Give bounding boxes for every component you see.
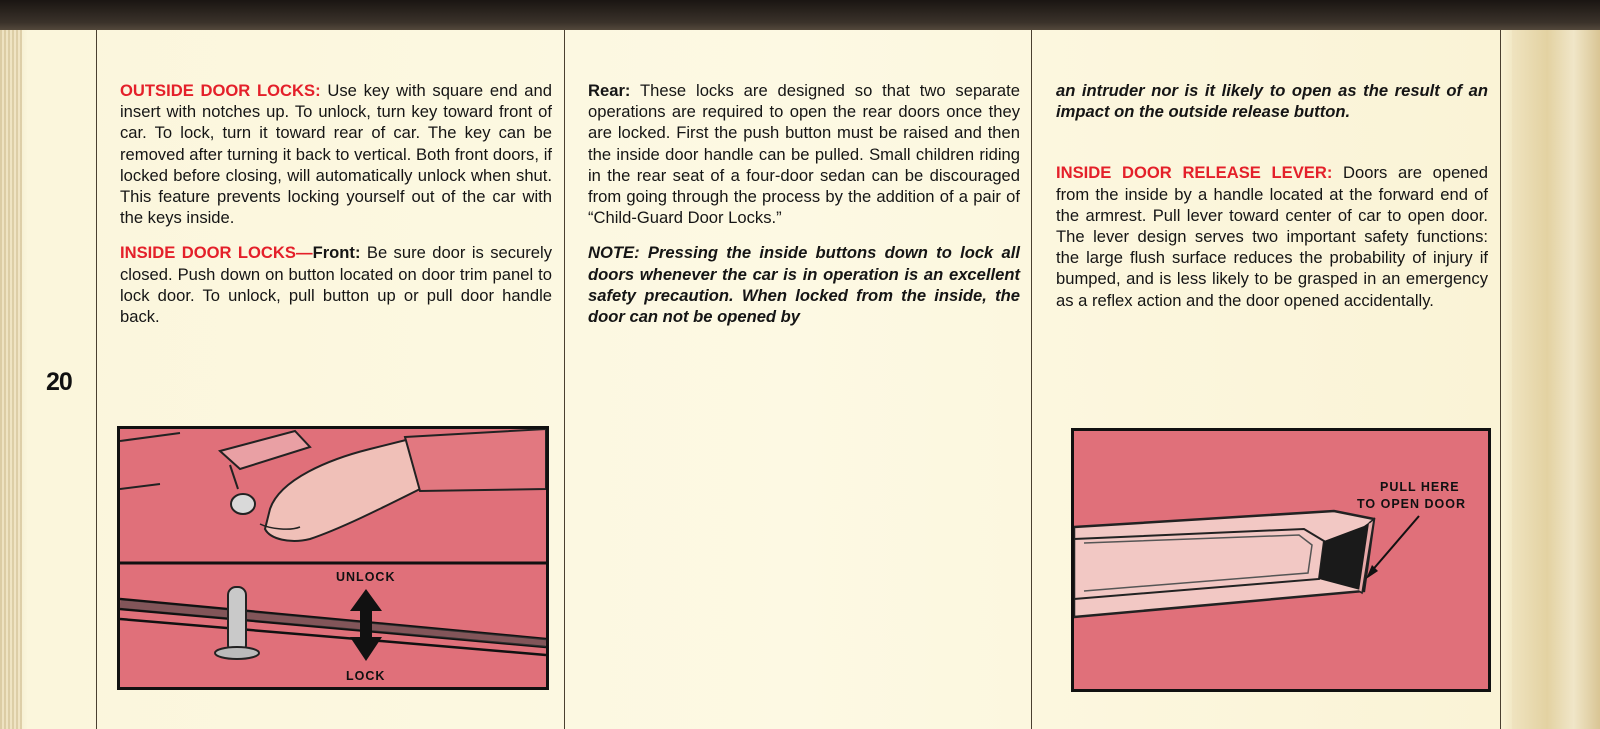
page-number: 20 [46,368,72,396]
lock-label: LOCK [346,669,386,683]
paragraph-text: Use key with square end and insert with notches up. To unlock, turn key toward front of car. To lock, turn it toward rear of car. The key can be removed after turning it back to vertical. Both front doors, if locked before closing, will automatically unlock when shut. This feature prevents locking yourself out of the car with the keys inside. [120,81,552,228]
to-open-door-label: TO OPEN DOOR [1357,497,1467,511]
page-stack-left-edge [0,30,22,729]
section-subheading: Rear: [588,81,631,100]
column-2 [588,80,1020,341]
safety-note-continued: an intruder nor is it likely to open as the result of an impact on the outside release button. [1056,81,1488,122]
page-right-edge [1512,30,1600,729]
paragraph-text: Doors are opened from the inside by a handle located at the forward end of the armrest. Pull lever toward center of car to open door. The lever design serves two important safety functions: the large flush surface reduces the probability of injury if bumped, and is less likely to be grasped in an emergency as a reflex action and the door opened accidentally. [1056,163,1488,310]
section-heading: INSIDE DOOR RELEASE LEVER: [1056,163,1333,183]
section-heading: OUTSIDE DOOR LOCKS: [120,81,321,100]
section-subheading: Front: [312,243,361,263]
door-lock-illustration [117,426,549,690]
outside-door-locks-paragraph [120,80,552,228]
column-rule [1500,30,1501,729]
safety-note: NOTE: Pressing the inside buttons down to lock all doors whenever the car is in operation is an excellent safety precaution. When locked from the inside, the door can not be opened by [588,243,1020,327]
column-rule [564,30,565,729]
paragraph-text: Be sure door is securely closed. Push down on button located on door trim panel to lock door. To unlock, pull button up or pull door handle back. [120,243,552,327]
column-1 [120,80,552,341]
release-lever-drawing [1074,431,1488,689]
paragraph-text: These locks are designed so that two separate operations are required to open the rear doors once they are locked. First the push button must be raised and then the inside door handle can be pulled. Small children riding in the rear seat of a four-door sedan can be discouraged from going through the process by the addition of a pair of “Child-Guard Door Locks.” [588,81,1020,228]
door-lock-drawing [120,429,546,687]
photo-top-edge [0,0,1600,32]
column-rule [1031,30,1032,729]
unlock-label: UNLOCK [336,570,396,584]
release-lever-illustration [1071,428,1491,692]
section-heading: INSIDE DOOR LOCKS— [120,243,313,263]
rear-locks-paragraph [588,80,1020,228]
release-lever-paragraph [1056,162,1488,310]
pull-here-label: PULL HERE [1380,480,1460,494]
inside-door-locks-paragraph [120,242,552,327]
column-rule [96,30,97,729]
column-3 [1056,80,1488,325]
